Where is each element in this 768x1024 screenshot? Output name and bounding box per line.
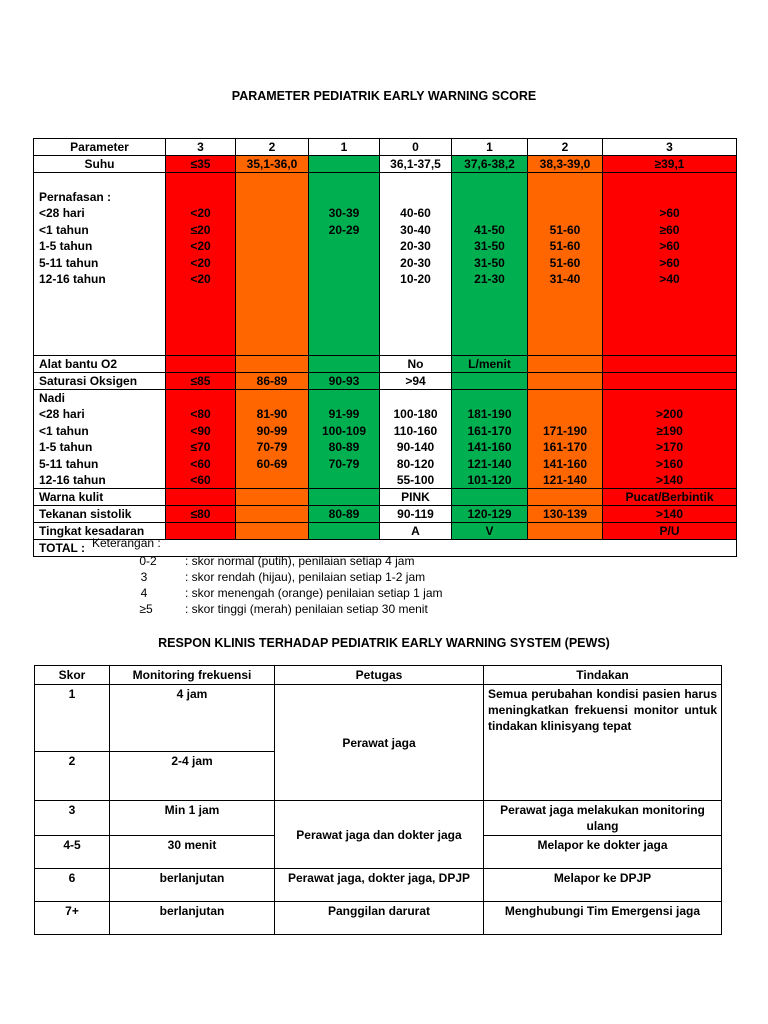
value: 60-69: [256, 456, 288, 471]
score-cell: No: [380, 356, 452, 373]
age-label: <28 hari: [39, 206, 85, 221]
skor-cell: 6: [35, 869, 110, 902]
score-cell: 37,6-38,2: [452, 156, 528, 173]
score-cell: [603, 356, 737, 373]
nadi-col-3-low: [166, 390, 236, 489]
score-cell: [528, 373, 603, 390]
legend-heading: Keterangan :: [92, 536, 161, 550]
value: >200: [655, 407, 684, 422]
value: [531, 390, 599, 406]
value: <20: [190, 272, 211, 287]
saturasi-row: [34, 373, 737, 390]
score-cell: 36,1-37,5: [380, 156, 452, 173]
value: [383, 390, 448, 406]
value: 55-100: [396, 473, 435, 488]
legend-score: 0-2: [139, 554, 157, 568]
value: [239, 238, 305, 254]
value: 101-120: [467, 473, 512, 488]
age-label: 5-11 tahun: [39, 456, 99, 471]
header-score-2-high: 2: [528, 139, 603, 156]
pernafasan-col-2-low: [236, 173, 309, 356]
score-table-title: PARAMETER PEDIATRIK EARLY WARNING SCORE: [231, 89, 537, 103]
nadi-col-2-high: [528, 390, 603, 489]
value: <80: [190, 407, 211, 422]
value: [239, 271, 305, 287]
score-cell: A: [380, 523, 452, 540]
petugas-cell: Perawat jaga dan dokter jaga: [275, 801, 484, 869]
value: >40: [659, 272, 680, 287]
header-score-3-low: 3: [166, 139, 236, 156]
score-cell: [236, 506, 309, 523]
row-label: Warna kulit: [34, 489, 166, 506]
value: [239, 189, 305, 205]
score-cell: ≤80: [166, 506, 236, 523]
value: <20: [190, 206, 211, 221]
value: 51-60: [549, 239, 581, 254]
value: [606, 390, 733, 406]
score-cell: V: [452, 523, 528, 540]
score-cell: 90-93: [309, 373, 380, 390]
score-cell: 86-89: [236, 373, 309, 390]
value: 100-180: [393, 407, 438, 422]
value: [312, 390, 376, 406]
response-row: [35, 685, 722, 752]
value: [531, 189, 599, 205]
value: <20: [190, 255, 211, 270]
age-label: 5-11 tahun: [39, 255, 99, 270]
value: <60: [190, 473, 211, 488]
score-cell: [309, 356, 380, 373]
tindakan-cell: Melapor ke dokter jaga: [484, 836, 722, 869]
header-score-3-high: 3: [603, 139, 737, 156]
value: >140: [655, 473, 684, 488]
value: 51-60: [549, 222, 581, 237]
score-cell: 35,1-36,0: [236, 156, 309, 173]
value: 41-50: [474, 222, 505, 237]
value: 161-170: [467, 423, 512, 438]
row-label: Tingkat kesadaran: [34, 523, 166, 540]
value: [312, 238, 376, 254]
value: [169, 189, 232, 205]
legend-text: : skor rendah (hijau), penilaian setiap 1-2 jam: [185, 570, 426, 584]
value: 171-190: [542, 423, 588, 438]
skor-cell: 4-5: [35, 836, 110, 869]
row-label: Nadi: [39, 391, 66, 405]
pernafasan-labels: [34, 173, 166, 356]
age-label: 12-16 tahun: [39, 473, 106, 488]
age-label: <1 tahun: [39, 423, 89, 438]
monitoring-cell: berlanjutan: [110, 902, 275, 935]
value: 121-140: [542, 473, 588, 488]
response-table: [34, 665, 722, 935]
score-cell: [309, 489, 380, 506]
score-cell: [166, 489, 236, 506]
header-score-1-low: 1: [309, 139, 380, 156]
value: 31-40: [549, 272, 581, 287]
value: 100-109: [321, 423, 367, 438]
value: 10-20: [400, 272, 431, 287]
petugas-cell: Perawat jaga: [275, 685, 484, 801]
value: 31-50: [474, 239, 505, 254]
row-label: Saturasi Oksigen: [34, 373, 166, 390]
nadi-row: [34, 390, 737, 489]
score-cell: [309, 156, 380, 173]
header-petugas: Petugas: [275, 666, 484, 685]
alat-bantu-row: [34, 356, 737, 373]
header-tindakan: Tindakan: [484, 666, 722, 685]
value: 51-60: [549, 255, 581, 270]
value: [239, 390, 305, 406]
score-cell: 90-119: [380, 506, 452, 523]
value: 141-160: [467, 440, 512, 455]
value: [312, 472, 376, 488]
value: 80-89: [328, 440, 360, 455]
header-parameter: Parameter: [34, 139, 166, 156]
value: [312, 189, 376, 205]
value: [169, 390, 232, 406]
skor-cell: 3: [35, 801, 110, 836]
value: <20: [190, 239, 211, 254]
nadi-labels: [34, 390, 166, 489]
value: 40-60: [400, 206, 431, 221]
score-cell: ≥39,1: [603, 156, 737, 173]
score-cell: 130-139: [528, 506, 603, 523]
value: 121-140: [467, 456, 512, 471]
tindakan-cell: Semua perubahan kondisi pasien harus meningkatkan frekuensi monitor untuk tindakan klinisyang tepat: [484, 685, 722, 801]
pernafasan-col-0: [380, 173, 452, 356]
value: 161-170: [542, 440, 588, 455]
value: >60: [659, 239, 680, 254]
value: [531, 205, 599, 221]
header-score-2-low: 2: [236, 139, 309, 156]
value: [239, 205, 305, 221]
score-cell: L/menit: [452, 356, 528, 373]
score-header-row: [34, 139, 737, 156]
suhu-row: [34, 156, 737, 173]
value: 81-90: [256, 407, 288, 422]
value: 110-160: [393, 423, 438, 438]
value: 181-190: [467, 407, 512, 422]
value: [239, 222, 305, 238]
warna-kulit-row: [34, 489, 737, 506]
value: 90-140: [396, 440, 435, 455]
row-label: Alat bantu O2: [34, 356, 166, 373]
value: ≤70: [190, 440, 211, 455]
value: 141-160: [542, 456, 588, 471]
score-cell: P/U: [603, 523, 737, 540]
monitoring-cell: berlanjutan: [110, 869, 275, 902]
value: [455, 205, 524, 221]
value: >170: [655, 440, 684, 455]
value: [312, 255, 376, 271]
value: >160: [655, 456, 684, 471]
age-label: 1-5 tahun: [39, 239, 93, 254]
score-cell: Pucat/Berbintik: [603, 489, 737, 506]
tindakan-cell: Melapor ke DPJP: [484, 869, 722, 902]
nadi-col-1-low: [309, 390, 380, 489]
value: 70-79: [328, 456, 360, 471]
pernafasan-col-3-low: [166, 173, 236, 356]
value: 20-29: [328, 222, 360, 237]
score-cell: [309, 523, 380, 540]
score-cell: [166, 523, 236, 540]
age-label: <1 tahun: [39, 222, 89, 237]
score-cell: >140: [603, 506, 737, 523]
response-header-row: [35, 666, 722, 685]
score-cell: [236, 523, 309, 540]
value: 90-99: [256, 423, 288, 438]
pernafasan-col-1-low: [309, 173, 380, 356]
value: 30-40: [400, 222, 431, 237]
header-score-0: 0: [380, 139, 452, 156]
score-cell: [452, 373, 528, 390]
monitoring-cell: Min 1 jam: [110, 801, 275, 836]
value: [531, 406, 599, 422]
value: 80-120: [396, 456, 435, 471]
skor-cell: 2: [35, 752, 110, 801]
legend-score: 3: [140, 570, 148, 584]
score-cell: ≤35: [166, 156, 236, 173]
pernafasan-col-1-high: [452, 173, 528, 356]
value: [455, 390, 524, 406]
value: >60: [659, 206, 680, 221]
legend-text: : skor menengah (orange) penilaian setiap 1 jam: [185, 586, 443, 600]
petugas-cell: Perawat jaga, dokter jaga, DPJP: [275, 869, 484, 902]
value: [383, 189, 448, 205]
nadi-col-1-high: [452, 390, 528, 489]
value: [239, 255, 305, 271]
age-label: 1-5 tahun: [39, 440, 93, 455]
score-cell: 120-129: [452, 506, 528, 523]
score-cell: 80-89: [309, 506, 380, 523]
age-label: 12-16 tahun: [39, 272, 106, 287]
response-row: [35, 902, 722, 935]
value: ≥60: [659, 222, 680, 237]
score-cell: [528, 523, 603, 540]
tindakan-cell: Perawat jaga melakukan monitoring ulang: [484, 801, 722, 836]
score-cell: PINK: [380, 489, 452, 506]
value: <60: [190, 456, 211, 471]
score-cell: [166, 356, 236, 373]
score-cell: [452, 489, 528, 506]
tindakan-cell: Menghubungi Tim Emergensi jaga: [484, 902, 722, 935]
legend-score: ≥5: [139, 602, 153, 616]
monitoring-cell: 4 jam: [110, 685, 275, 752]
score-cell: [236, 489, 309, 506]
skor-cell: 1: [35, 685, 110, 752]
monitoring-cell: 30 menit: [110, 836, 275, 869]
value: 70-79: [256, 440, 288, 455]
value: ≤20: [190, 222, 211, 237]
legend-text: : skor normal (putih), penilaian setiap 4 jam: [185, 554, 415, 568]
header-skor: Skor: [35, 666, 110, 685]
total-label: TOTAL :: [34, 540, 737, 557]
nadi-col-0: [380, 390, 452, 489]
petugas-cell: Panggilan darurat: [275, 902, 484, 935]
monitoring-cell: 2-4 jam: [110, 752, 275, 801]
legend-score: 4: [140, 586, 148, 600]
legend-text: : skor tinggi (merah) penilaian setiap 30 menit: [185, 602, 428, 616]
row-label: Pernafasan :: [39, 190, 112, 204]
response-table-title: RESPON KLINIS TERHADAP PEDIATRIK EARLY WARNING SYSTEM (PEWS): [158, 636, 610, 650]
value: [606, 189, 733, 205]
score-cell: [528, 489, 603, 506]
tekanan-row: [34, 506, 737, 523]
skor-cell: 7+: [35, 902, 110, 935]
value: 21-30: [474, 272, 505, 287]
pernafasan-col-2-high: [528, 173, 603, 356]
value: 30-39: [328, 206, 360, 221]
header-monitoring: Monitoring frekuensi: [110, 666, 275, 685]
value: 20-30: [400, 239, 431, 254]
value: 20-30: [400, 255, 431, 270]
score-cell: [603, 373, 737, 390]
value: 91-99: [328, 407, 360, 422]
row-label: Suhu: [34, 156, 166, 173]
score-cell: 38,3-39,0: [528, 156, 603, 173]
score-cell: [236, 356, 309, 373]
pernafasan-col-3-high: [603, 173, 737, 356]
pews-score-table: [33, 138, 737, 557]
age-label: <28 hari: [39, 407, 85, 422]
value: [312, 271, 376, 287]
score-cell: ≤85: [166, 373, 236, 390]
value: >60: [659, 255, 680, 270]
value: ≥190: [656, 423, 683, 438]
value: [239, 472, 305, 488]
nadi-col-2-low: [236, 390, 309, 489]
value: <90: [190, 423, 211, 438]
value: [455, 189, 524, 205]
response-row: [35, 869, 722, 902]
score-cell: [528, 356, 603, 373]
value: 31-50: [474, 255, 505, 270]
response-row: [35, 801, 722, 836]
row-label: Tekanan sistolik: [34, 506, 166, 523]
header-score-1-high: 1: [452, 139, 528, 156]
score-cell: >94: [380, 373, 452, 390]
pernafasan-row: [34, 173, 737, 356]
nadi-col-3-high: [603, 390, 737, 489]
